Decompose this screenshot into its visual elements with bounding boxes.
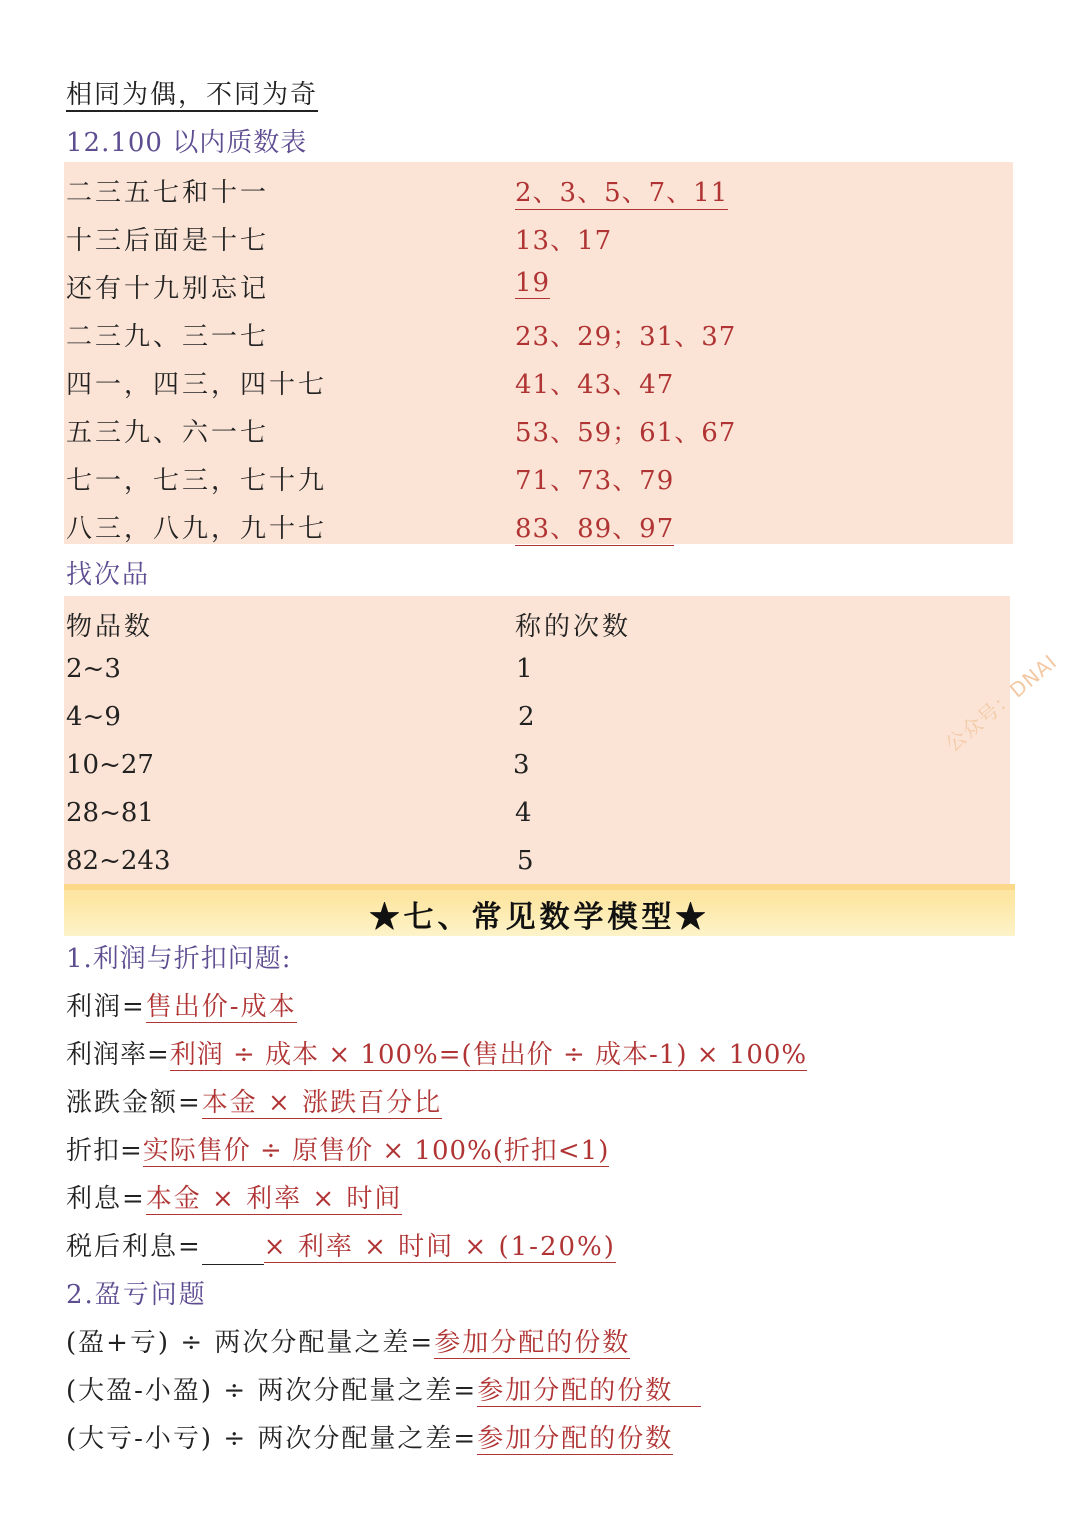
formula-value: 本金 × 涨跌百分比 [201,1088,443,1118]
prime-numbers: 23、29；31、37 [515,322,737,352]
prime-numbers: 2、3、5、7、11 [515,172,728,210]
formula-label: 利润率= [66,1040,170,1070]
prime-rhyme: 二三九、三一七 [66,322,270,352]
table-row [64,500,1013,548]
times-cell: 2 [518,702,538,732]
formula-label: 涨跌金额= [66,1088,202,1118]
prime-numbers: 83、89、97 [515,508,674,546]
intro-line [66,78,318,112]
table-row [64,646,1010,694]
formula-deficit-deficit [66,1422,673,1456]
prime-rhyme: 四一，四三，四十七 [66,370,328,400]
formula-discount [66,1134,609,1168]
col-items-header: 物品数 [66,612,154,642]
formula-value: 实际售价 ÷ 原售价 × 100%(折扣<1) [142,1136,610,1166]
table-row [64,356,1013,404]
answer-blank [202,1263,264,1265]
profit-heading: 1.利润与折扣问题: [66,944,292,974]
formula-value: 参加分配的份数 [434,1328,631,1358]
table-row [64,308,1013,356]
col-times-header: 称的次数 [515,612,632,642]
watermark: 公众号：DNAI [940,649,1062,757]
items-cell: 4~9 [66,702,121,732]
items-cell: 28~81 [66,798,154,828]
formula-value: 售出价-成本 [145,992,297,1022]
formula-value: 利润 ÷ 成本 × 100%=(售出价 ÷ 成本-1) × 100% [169,1040,808,1070]
formula-surplus-surplus [66,1374,701,1408]
items-cell: 10~27 [66,750,154,780]
formula-label: (大盈-小盈) ÷ 两次分配量之差= [66,1376,478,1406]
prime-numbers: 53、59；61、67 [515,418,737,448]
table-row [64,790,1010,838]
prime-rhyme: 五三九、六一七 [66,418,270,448]
prime-numbers: 19 [515,268,551,298]
formula-after-tax-interest [66,1230,616,1265]
formula-value: 参加分配的份数 [477,1424,674,1454]
formula-label: 税后利息= [66,1232,202,1262]
formula-label: 折扣= [66,1136,143,1166]
times-cell: 1 [516,654,536,684]
section-title: ★七、常见数学模型★ [369,900,710,935]
table-row [64,164,1013,212]
formula-value: 参加分配的份数 [477,1376,701,1407]
formula-profit-rate [66,1038,807,1072]
formula-interest [66,1182,402,1216]
prime-rhyme: 十三后面是十七 [66,226,270,256]
table-row [64,404,1013,452]
section-banner [64,884,1015,936]
items-cell: 2~3 [66,654,121,684]
prime-rhyme: 还有十九别忘记 [66,274,270,304]
table-header-row [64,598,1010,646]
formula-value: × 利率 × 时间 × (1-20%) [263,1232,616,1262]
defects-heading: 找次品 [66,560,151,590]
table-row [64,838,1010,886]
prime-numbers: 13、17 [515,226,613,256]
formula-profit [66,990,297,1024]
table-row [64,260,1013,308]
times-cell: 4 [515,798,535,828]
primes-table [64,162,1013,544]
prime-rhyme: 二三五七和十一 [66,178,270,208]
table-row [64,742,1010,790]
prime-rhyme: 七一，七三，七十九 [66,466,328,496]
table-row [64,212,1013,260]
prime-rhyme: 八三，八九，九十七 [66,514,328,544]
table-row [64,452,1013,500]
intro-text: 相同为偶，不同为奇 [66,80,319,110]
defects-table [64,596,1010,886]
times-cell: 5 [517,846,537,876]
items-cell: 82~243 [66,846,171,876]
formula-label: (盈+亏) ÷ 两次分配量之差= [66,1328,435,1358]
prime-numbers: 71、73、79 [515,466,675,496]
formula-label: 利息= [66,1184,146,1214]
prime-numbers: 41、43、47 [515,370,675,400]
formula-label: (大亏-小亏) ÷ 两次分配量之差= [66,1424,478,1454]
formula-surplus-deficit [66,1326,630,1360]
formula-change-amount [66,1086,442,1120]
formula-label: 利润= [66,992,146,1022]
times-cell: 3 [513,750,533,780]
primes-heading: 12.100 以内质数表 [66,128,308,158]
formula-value: 本金 × 利率 × 时间 [145,1184,403,1214]
table-row [64,694,1010,742]
surplus-heading: 2.盈亏问题 [66,1280,207,1310]
